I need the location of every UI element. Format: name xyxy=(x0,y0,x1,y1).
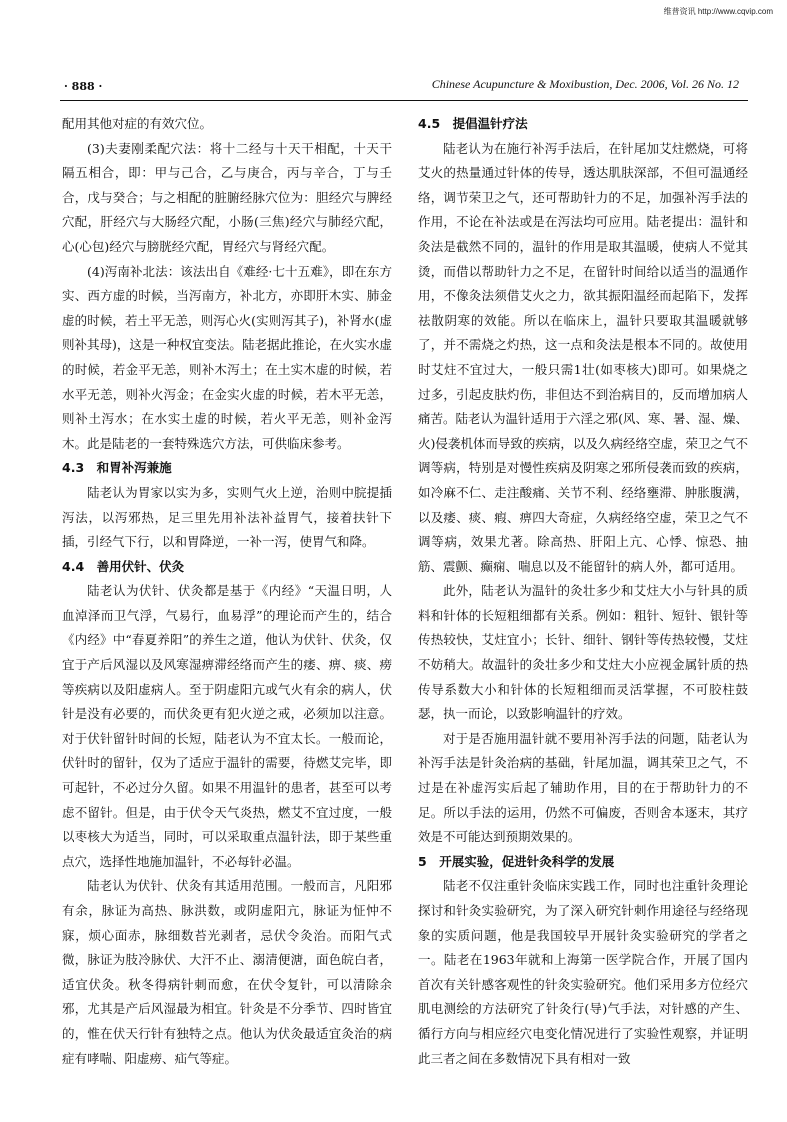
paragraph: 陆老认为伏针、伏灸都是基于《内经》“天温日明，人血淖泽而卫气浮，气易行，血易浮”的理论而产生的，结合《内经》中“春夏养阳”的养生之道，他认为伏针、伏灸，仅宜于产后风湿以及风寒湿痹滞经络而产生的痿、痹、痰、痨等疾病以及阳虚病人。至于阴虚阳亢或气火有余的病人，伏针是没有必要的，而伏灸更有犯火逆之戒，必须加以注意。对于伏针留针时间的长短，陆老认为不宜太长。一般而论，伏针时的留针，仅为了适应于温针的需要，待燃艾完毕，即可起针，不必过分久留。如果不用温针的患者，甚至可以考虑不留针。但是，由于伏令天气炎热，燃艾不宜过度，一般以枣核大为适当，同时，可以采取重点温针法，即于某些重点穴，选择性地施加温针，不必每针必温。 xyxy=(62,583,392,869)
paragraph: 陆老认为胃家以实为多，实则气火上逆，治则中脘提插泻法，以泻邪热，足三里先用补法补益胃气，接着扶针下插，引经气下行，以和胃降逆，一补一泻，使胃气和降。 xyxy=(62,484,392,550)
paragraph: 陆老认为在施行补泻手法后，在针尾加艾炷燃烧，可将艾火的热量通过针体的传导，透达肌肤深部，不但可温通经络，调节荣卫之气，还可帮助针力的不足，加强补泻手法的作用，不论在补法或是在泻法均可应用。陆老提出：温针和灸法是截然不同的，温针的作用是取其温暖，使病人不觉其烫，而借以帮助针力之不足，在留针时间给以适当的温通作用，不像灸法须借艾火之力，欲其振阳温经而起陷下，发挥祛散阴寒的效能。所以在临床上，温针只要取其温暖就够了，并不需烧之灼热，这一点和灸法是根本不同的。故使用时艾炷不宜过大，一般只需1壮(如枣核大)即可。如果烧之过多，引起皮肤灼伤，非但达不到治病目的，反而增加病人痛苦。陆老认为温针适用于六淫之邪(风、寒、暑、湿、燥、火)侵袭机体而导致的疾病，以及久病经络空虚，荣卫之气不调等病，特别是对慢性疾病及阴寒之邪所侵袭而致的疾病，如冷麻不仁、走注酸痛、关节不利、经络壅滞、肿胀腹满，以及痿、痰、瘕、痹四大奇症，久病经络空虚，荣卫之气不调等病，效果尤著。除高热、肝阳上亢、心悸、惊恐、抽筋、震颤、癫痫、喘息以及不能留针的病人外，都可适用。 xyxy=(418,140,748,574)
paragraph: (3)夫妻刚柔配穴法：将十二经与十天干相配，十天干隔五相合，即：甲与己合，乙与庚合，丙与辛合，丁与壬合，戊与癸合；与之相配的脏腑经脉穴位为：胆经穴与脾经穴配，肝经穴与大肠经穴配，小肠(三焦)经穴与肺经穴配，心(心包)经穴与膀胱经穴配，胃经穴与肾经穴配。 xyxy=(62,140,392,254)
right-column xyxy=(418,112,748,1071)
paragraph: 陆老认为伏针、伏灸有其适用范围。一般而言，凡阳邪有余，脉证为高热、脉洪数，或阴虚阳亢，脉证为怔忡不寐，烦心面赤，脉细数苔光剥者，忌伏令灸治。而阳气式微，脉证为肢冷脉伏、大汗不止、溺清便溏，面色皖白者，适宜伏灸。秋冬得病针刺而愈，在伏令复针，可以清除余邪，尤其是产后风湿最为相宜。针灸是不分季节、四时皆宜的，惟在伏天行针有独特之点。他认为伏灸最适宜灸治的病症有哮喘、阳虚痨、疝气等症。 xyxy=(62,878,392,1066)
paragraph: 对于是否施用温针就不要用补泻手法的问题，陆老认为补泻手法是针灸治病的基础，针尾加温，调其荣卫之气，不过是在补虚泻实后起了辅助作用，目的在于帮助针力的不足。所以手法的运用，仍然不可偏废，否则舍本逐末，其疗效是不可能达到预期效果的。 xyxy=(418,730,748,845)
header-rule xyxy=(60,100,748,101)
journal-header: Chinese Acupuncture & Moxibustion, Dec. 2006, Vol. 26 No. 12 xyxy=(431,77,739,91)
paragraph: (4)泻南补北法：该法出自《难经·七十五难》，即在东方实、西方虚的时候，当泻南方，补北方，亦即肝木实、肺金虚的时候，若土平无恙，则泻心火(实则泻其子)，补肾水(虚则补其母)，这是一种权宜变法。陆老据此推论，在火实水虚的时候，若金平无恙，则补木泻土；在土实木虚的时候，若水平无恙，则补火泻金；在金实火虚的时候，若木平无恙，则补土泻水；在水实土虚的时候，若火平无恙，则补金泻木。此是陆老的一套特殊选穴方法，可供临床参考。 xyxy=(62,263,392,451)
section-heading: 4.3 和胃补泻兼施 xyxy=(62,460,172,476)
paragraph: 此外，陆老认为温针的灸壮多少和艾炷大小与针具的质料和针体的长短粗细都有关系。例如：粗针、短针、银针等传热较快，艾炷宜小；长针、细针、钢针等传热较慢，艾炷不妨稍大。故温针的灸壮多少和艾炷大小应视金属针质的热传导系数大小和针体的长短粗细而灵活掌握，不可胶柱鼓瑟，执一而论，以致影响温针的疗效。 xyxy=(418,583,748,722)
paragraph: 陆老不仅注重针灸临床实践工作，同时也注重针灸理论探讨和针灸实验研究，为了深入研究针刺作用途径与经络现象的实质问题，他是我国较早开展针灸实验研究的学者之一。陆老在1963年就和上海第一医学院合作，开展了国内首次有关针感客观性的针灸实验研究。他们采用多方位经穴肌电测绘的方法研究了针灸行(导)气手法，对针感的产生、循行方向与相应经穴电变化情况进行了实验性观察，并证明此三者之间在多数情况下具有相对一致 xyxy=(418,878,748,1066)
section-heading: 4.5 提倡温针疗法 xyxy=(418,116,528,131)
watermark: 维普资讯 http://www.cqvip.com xyxy=(663,7,773,16)
page-number: · 888 · xyxy=(64,80,103,93)
left-column xyxy=(62,112,392,1071)
section-heading: 5 开展实验，促进针灸科学的发展 xyxy=(418,853,615,869)
section-heading: 4.4 善用伏针、伏灸 xyxy=(62,558,185,574)
paragraph: 配用其他对症的有效穴位。 xyxy=(62,116,213,131)
